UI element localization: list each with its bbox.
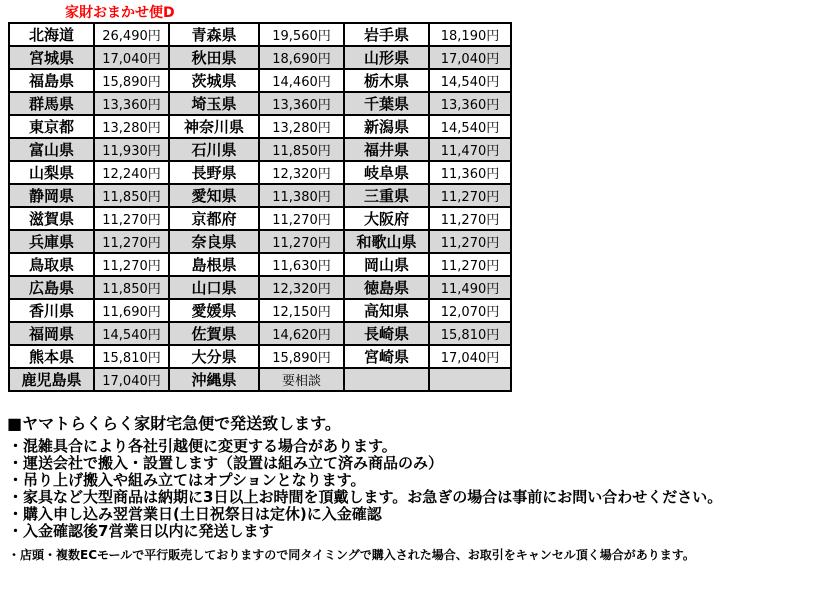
prefecture-cell: 鳥取県	[9, 253, 94, 276]
price-cell: 11,850円	[259, 138, 344, 161]
price-cell: 12,240円	[94, 161, 169, 184]
price-cell: 13,280円	[94, 115, 169, 138]
prefecture-cell: 長崎県	[344, 322, 429, 345]
prefecture-cell: 千葉県	[344, 92, 429, 115]
price-cell: 14,460円	[259, 69, 344, 92]
prefecture-cell: 福岡県	[9, 322, 94, 345]
price-cell: 11,380円	[259, 184, 344, 207]
prefecture-cell: 福島県	[9, 69, 94, 92]
price-cell: 14,620円	[259, 322, 344, 345]
prefecture-cell: 群馬県	[9, 92, 94, 115]
prefecture-cell: 山形県	[344, 46, 429, 69]
price-cell: 12,320円	[259, 161, 344, 184]
price-cell: 11,360円	[429, 161, 511, 184]
note-bullet: ・運送会社で搬入・設置します（設置は組み立て済み商品のみ）	[8, 454, 444, 472]
table-row	[9, 161, 511, 184]
price-cell: 14,540円	[429, 69, 511, 92]
page-title: 家財おまかせ便D	[65, 5, 175, 21]
prefecture-cell: 愛知県	[169, 184, 259, 207]
price-cell: 17,040円	[94, 368, 169, 391]
note-bullet: ・購入申し込み翌営業日(土日祝祭日は定休)に入金確認	[8, 505, 382, 523]
prefecture-cell: 宮崎県	[344, 345, 429, 368]
price-cell: 15,810円	[429, 322, 511, 345]
table-row	[9, 69, 511, 92]
note-bullet: ・混雑具合により各社引越便に変更する場合があります。	[8, 437, 397, 455]
prefecture-cell: 茨城県	[169, 69, 259, 92]
prefecture-cell: 長野県	[169, 161, 259, 184]
price-cell: 11,850円	[94, 276, 169, 299]
prefecture-cell: 石川県	[169, 138, 259, 161]
prefecture-cell: 山梨県	[9, 161, 94, 184]
price-cell: 13,360円	[429, 92, 511, 115]
prefecture-cell: 福井県	[344, 138, 429, 161]
prefecture-cell: 秋田県	[169, 46, 259, 69]
prefecture-cell: 東京都	[9, 115, 94, 138]
table-row	[9, 115, 511, 138]
table-row	[9, 207, 511, 230]
price-cell: 13,360円	[259, 92, 344, 115]
prefecture-cell: 奈良県	[169, 230, 259, 253]
prefecture-cell: 大阪府	[344, 207, 429, 230]
price-cell: 17,040円	[429, 345, 511, 368]
price-cell: 11,270円	[259, 230, 344, 253]
prefecture-cell: 静岡県	[9, 184, 94, 207]
table-row	[9, 299, 511, 322]
price-cell: 14,540円	[429, 115, 511, 138]
prefecture-cell: 宮城県	[9, 46, 94, 69]
table-row	[9, 230, 511, 253]
price-cell: 15,890円	[94, 69, 169, 92]
price-cell: 13,360円	[94, 92, 169, 115]
price-cell: 11,690円	[94, 299, 169, 322]
prefecture-cell: 青森県	[169, 23, 259, 46]
price-cell: 18,690円	[259, 46, 344, 69]
price-cell: 19,560円	[259, 23, 344, 46]
prefecture-cell: 富山県	[9, 138, 94, 161]
prefecture-cell: 埼玉県	[169, 92, 259, 115]
table-row	[9, 368, 511, 391]
prefecture-cell: 香川県	[9, 299, 94, 322]
price-cell	[429, 368, 511, 391]
price-cell: 17,040円	[94, 46, 169, 69]
price-cell: 11,930円	[94, 138, 169, 161]
note-bullet: ・吊り上げ搬入や組み立てはオプションとなります。	[8, 471, 366, 489]
prefecture-cell: 山口県	[169, 276, 259, 299]
prefecture-cell: 滋賀県	[9, 207, 94, 230]
prefecture-cell: 鹿児島県	[9, 368, 94, 391]
prefecture-cell: 徳島県	[344, 276, 429, 299]
table-row	[9, 322, 511, 345]
prefecture-cell: 三重県	[344, 184, 429, 207]
prefecture-cell	[344, 368, 429, 391]
price-cell: 26,490円	[94, 23, 169, 46]
price-cell: 11,270円	[94, 253, 169, 276]
notes-heading: ■ヤマトらくらく家財宅急便で発送致します。	[7, 414, 341, 433]
prefecture-cell: 北海道	[9, 23, 94, 46]
prefecture-cell: 兵庫県	[9, 230, 94, 253]
price-cell: 11,270円	[429, 230, 511, 253]
price-cell: 14,540円	[94, 322, 169, 345]
prefecture-cell: 京都府	[169, 207, 259, 230]
note-bullet: ・家具など大型商品は納期に3日以上お時間を頂戴します。お急ぎの場合は事前にお問い合わせください。	[8, 488, 723, 506]
prefecture-cell: 和歌山県	[344, 230, 429, 253]
price-cell: 11,270円	[94, 207, 169, 230]
small-note: ・店頭・複数ECモールで平行販売しておりますので同タイミングで購入された場合、お取引をキャンセル頂く場合があります。	[8, 548, 695, 562]
prefecture-cell: 栃木県	[344, 69, 429, 92]
shipping-fee-table-body	[9, 23, 511, 391]
prefecture-cell: 沖縄県	[169, 368, 259, 391]
table-row	[9, 184, 511, 207]
table-row	[9, 253, 511, 276]
prefecture-cell: 島根県	[169, 253, 259, 276]
price-cell: 要相談	[259, 368, 344, 391]
prefecture-cell: 岐阜県	[344, 161, 429, 184]
prefecture-cell: 佐賀県	[169, 322, 259, 345]
price-cell: 11,270円	[259, 207, 344, 230]
price-cell: 11,270円	[429, 253, 511, 276]
prefecture-cell: 新潟県	[344, 115, 429, 138]
prefecture-cell: 広島県	[9, 276, 94, 299]
table-row	[9, 276, 511, 299]
price-cell: 15,890円	[259, 345, 344, 368]
price-cell: 12,150円	[259, 299, 344, 322]
price-cell: 11,270円	[94, 230, 169, 253]
notes-bullet-list	[8, 438, 722, 540]
price-cell: 11,470円	[429, 138, 511, 161]
price-cell: 15,810円	[94, 345, 169, 368]
note-bullet: ・入金確認後7営業日以内に発送します	[8, 522, 274, 540]
price-cell: 11,270円	[429, 184, 511, 207]
price-cell: 13,280円	[259, 115, 344, 138]
prefecture-cell: 熊本県	[9, 345, 94, 368]
prefecture-cell: 高知県	[344, 299, 429, 322]
prefecture-cell: 神奈川県	[169, 115, 259, 138]
price-cell: 11,630円	[259, 253, 344, 276]
prefecture-cell: 愛媛県	[169, 299, 259, 322]
price-cell: 17,040円	[429, 46, 511, 69]
table-row	[9, 23, 511, 46]
table-row	[9, 46, 511, 69]
price-cell: 11,270円	[429, 207, 511, 230]
prefecture-cell: 岩手県	[344, 23, 429, 46]
shipping-fee-table	[8, 22, 512, 392]
table-row	[9, 138, 511, 161]
table-row	[9, 92, 511, 115]
price-cell: 12,320円	[259, 276, 344, 299]
prefecture-cell: 岡山県	[344, 253, 429, 276]
price-cell: 11,490円	[429, 276, 511, 299]
price-cell: 18,190円	[429, 23, 511, 46]
table-row	[9, 345, 511, 368]
price-cell: 11,850円	[94, 184, 169, 207]
prefecture-cell: 大分県	[169, 345, 259, 368]
price-cell: 12,070円	[429, 299, 511, 322]
